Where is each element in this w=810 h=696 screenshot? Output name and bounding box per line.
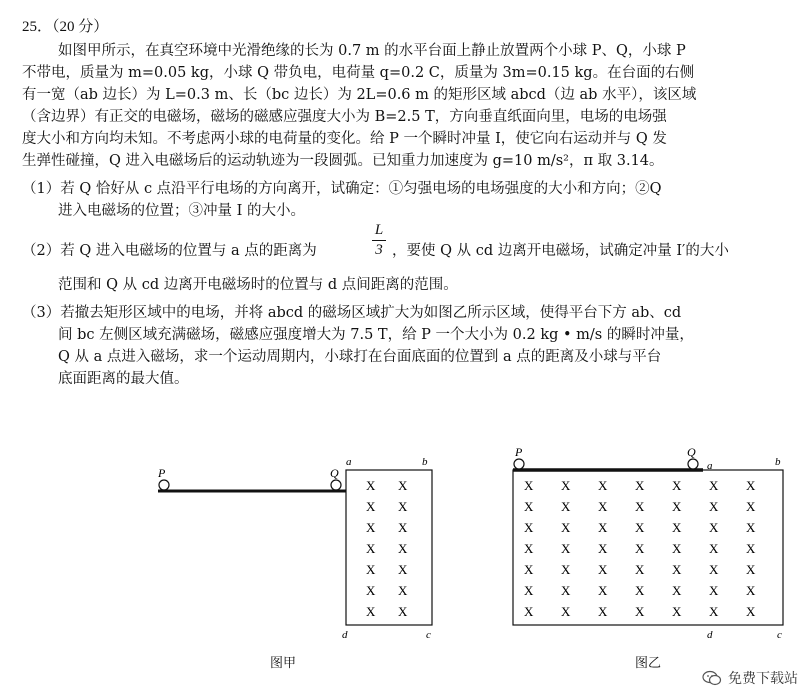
magnetic-field-marks-yi (524, 478, 756, 619)
field-mark: X (709, 583, 719, 598)
field-mark: X (598, 478, 608, 493)
field-mark: X (635, 541, 645, 556)
field-mark: X (635, 478, 645, 493)
field-mark: X (598, 562, 608, 577)
field-mark: X (524, 562, 534, 577)
label-c: c (426, 629, 431, 641)
watermark-text: 免费下载站 (728, 671, 798, 687)
part3-line-3: Q 从 a 点进入磁场，求一个运动周期内，小球打在台面底面的位置到 a 点的距离及小球与平台 (58, 349, 662, 365)
label-a: a (346, 456, 352, 468)
field-mark: X (635, 583, 645, 598)
stem-line-4: （含边界）有正交的电磁场，磁场的磁感应强度大小为 B=2.5 T，方向垂直纸面向里，电场的电场强 (22, 109, 667, 125)
field-mark: X (398, 499, 408, 514)
field-mark: X (366, 499, 376, 514)
field-mark: X (709, 478, 719, 493)
field-mark: X (561, 478, 571, 493)
field-mark: X (561, 520, 571, 535)
field-mark: X (561, 604, 571, 619)
ball-q-yi (688, 459, 698, 469)
field-mark: X (635, 562, 645, 577)
part1-line-1: （1）若 Q 恰好从 c 点沿平行电场的方向离开，试确定：①匀强电场的电场强度的大小和方向；②Q (22, 181, 662, 197)
field-mark: X (672, 499, 682, 514)
figure-yi (505, 445, 795, 645)
part3-line-4: 底面距离的最大值。 (58, 371, 189, 387)
label-d-yi: d (707, 629, 713, 641)
label-q: Q (330, 466, 339, 480)
part2-line-2: 范围和 Q 从 cd 边离开电磁场时的位置与 d 点间距离的范围。 (58, 277, 458, 293)
field-mark: X (398, 541, 408, 556)
fraction-bar (372, 240, 386, 241)
field-mark: X (366, 478, 376, 493)
field-mark: X (598, 541, 608, 556)
field-mark: X (398, 520, 408, 535)
field-mark: X (366, 562, 376, 577)
field-mark: X (524, 541, 534, 556)
label-p-yi: P (515, 445, 523, 459)
ball-q (331, 480, 341, 490)
field-mark: X (709, 562, 719, 577)
field-mark: X (672, 604, 682, 619)
question-number: 25．（20 分） (22, 19, 109, 35)
label-q-yi: Q (687, 445, 696, 459)
field-mark: X (561, 583, 571, 598)
field-mark: X (524, 604, 534, 619)
field-mark: X (672, 562, 682, 577)
field-mark: X (524, 499, 534, 514)
field-mark: X (672, 520, 682, 535)
field-region-yi (513, 470, 783, 625)
part3-line-1: （3）若撤去矩形区域中的电场，并将 abcd 的磁场区域扩大为如图乙所示区域，使得平台下方 ab、cd (22, 305, 682, 321)
field-mark: X (398, 478, 408, 493)
field-mark: X (709, 541, 719, 556)
field-mark: X (746, 562, 756, 577)
stem-line-2: 不带电，质量为 m=0.05 kg，小球 Q 带负电，电荷量 q=0.2 C，质量为 3m=0.15 kg。在台面的右侧 (22, 65, 695, 81)
field-mark: X (366, 520, 376, 535)
part3-line-2: 间 bc 左侧区域充满磁场，磁感应强度增大为 7.5 T，给 P 一个大小为 0.2 kg • m/s 的瞬时冲量， (58, 327, 694, 343)
field-mark: X (635, 499, 645, 514)
field-mark: X (598, 604, 608, 619)
field-mark: X (366, 583, 376, 598)
ball-p (159, 480, 169, 490)
label-c-yi: c (777, 629, 782, 641)
caption-yi: 图乙 (635, 656, 662, 671)
field-mark: X (524, 520, 534, 535)
field-mark: X (598, 520, 608, 535)
field-mark: X (672, 541, 682, 556)
part2-line-1b: ，要使 Q 从 cd 边离开电磁场，试确定冲量 I′的大小 (392, 243, 729, 259)
magnetic-field-marks-jia (366, 478, 408, 619)
field-mark: X (524, 583, 534, 598)
caption-jia: 图甲 (270, 656, 297, 671)
fraction-numerator: L (374, 222, 384, 238)
field-mark: X (746, 541, 756, 556)
label-a-yi: a (707, 460, 713, 472)
field-mark: X (635, 604, 645, 619)
field-mark: X (598, 583, 608, 598)
field-mark: X (635, 520, 645, 535)
stem-line-5: 度大小和方向均未知。不考虑两小球的电荷量的变化。给 P 一个瞬时冲量 I，使它向右运动并与 Q 发 (22, 131, 667, 147)
label-b-yi: b (775, 456, 781, 468)
field-mark: X (672, 583, 682, 598)
field-mark: X (709, 604, 719, 619)
stem-line-1: 如图甲所示，在真空环境中光滑绝缘的长为 0.7 m 的水平台面上静止放置两个小球 P、Q，小球 P (58, 43, 686, 59)
part2-line-1a: （2）若 Q 进入电磁场的位置与 a 点的距离为 (22, 243, 317, 259)
label-p: P (158, 466, 166, 480)
field-mark: X (746, 478, 756, 493)
ball-p-yi (514, 459, 524, 469)
field-mark: X (746, 604, 756, 619)
label-b: b (422, 456, 428, 468)
field-mark: X (746, 520, 756, 535)
field-mark: X (709, 499, 719, 514)
field-mark: X (366, 604, 376, 619)
field-mark: X (746, 583, 756, 598)
field-mark: X (598, 499, 608, 514)
field-mark: X (746, 499, 756, 514)
field-mark: X (524, 478, 534, 493)
field-mark: X (398, 562, 408, 577)
field-mark: X (398, 583, 408, 598)
field-mark: X (561, 499, 571, 514)
watermark (698, 666, 802, 690)
stem-line-6: 生弹性碰撞，Q 进入电磁场后的运动轨迹为一段圆弧。已知重力加速度为 g=10 m/s²，π 取 3.14。 (22, 153, 664, 169)
field-mark: X (561, 562, 571, 577)
field-mark: X (709, 520, 719, 535)
field-mark: X (366, 541, 376, 556)
field-mark: X (561, 541, 571, 556)
stem-line-3: 有一宽（ab 边长）为 L=0.3 m、长（bc 边长）为 2L=0.6 m 的矩形区域 abcd（边 ab 水平），该区域 (22, 87, 697, 103)
label-d: d (342, 629, 348, 641)
field-mark: X (672, 478, 682, 493)
fraction-l-over-3 (372, 222, 386, 259)
wechat-icon (702, 670, 722, 686)
fraction-denominator: 3 (375, 242, 383, 258)
figure-jia (150, 445, 450, 645)
part1-line-2: 进入电磁场的位置；③冲量 I 的大小。 (58, 203, 305, 219)
field-mark: X (398, 604, 408, 619)
field-region-abcd (346, 470, 432, 625)
